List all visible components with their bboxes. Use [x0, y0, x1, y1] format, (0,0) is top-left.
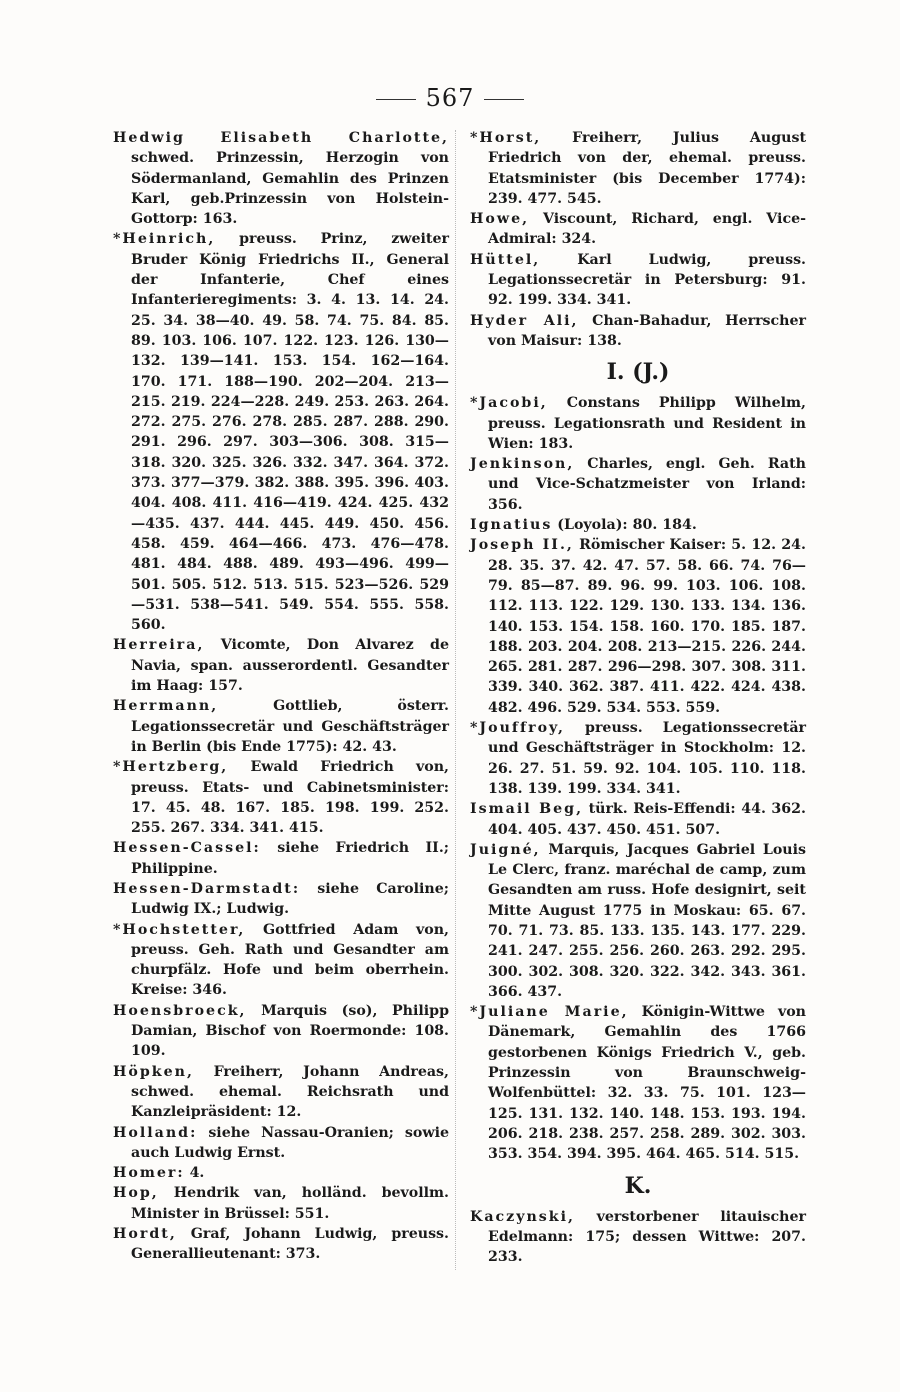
entry-name: *Horst, [470, 130, 542, 146]
entry-name: Homer: [113, 1165, 185, 1182]
entry-name: Jenkinson, [470, 456, 575, 473]
entry-text: Hendrik van, holländ. bevollm. Minister in Brüssel: 551. [131, 1185, 449, 1222]
index-entry [113, 696, 449, 757]
column-divider [455, 130, 456, 1270]
entry-text: siehe Nassau-Oranien; sowie auch Ludwig Ernst. [131, 1124, 449, 1161]
entry-name: *Jacobi, [470, 395, 548, 412]
header-rule-left [376, 99, 416, 100]
index-entry [113, 1183, 449, 1224]
entry-name: Hessen-Cassel: [113, 840, 261, 857]
index-entry [470, 840, 806, 1002]
entry-name: Hyder Ali, [470, 312, 579, 329]
index-entry [113, 1062, 449, 1123]
entry-name: Hessen-Darmstadt: [113, 880, 301, 897]
index-entry [113, 1224, 449, 1265]
entry-text: verstorbener litauischer Edelmann: 175; dessen Wittwe: 207. 233. [488, 1208, 806, 1266]
index-entry [113, 920, 449, 1001]
entry-name: *Hochstetter, [113, 921, 246, 938]
page-number: 567 [425, 84, 475, 112]
entry-text: siehe Caroline; Ludwig IX.; Ludwig. [131, 880, 449, 918]
entry-text: Ewald Friedrich von, preuss. Etats- und Cabinetsminister: 17. 45. 48. 167. 185. 198. 199. 252. 255. 267. 334. 341. 415. [131, 759, 449, 837]
entry-name: Holland: [113, 1124, 198, 1141]
entry-text: Freiherr, Julius August Friedrich von der, ehemal. preuss. Etatsminister (bis December 1774): 239. 477. 545. [488, 130, 806, 207]
entry-text: Constans Philipp Wilhelm, preuss. Legationsrath und Resident in Wien: 183. [488, 395, 806, 452]
index-entry [113, 1163, 449, 1183]
entry-name: Hedwig Elisabeth Charlotte, [113, 130, 449, 146]
entry-text: Römischer Kaiser: 5. 12. 24. 28. 35. 37. 42. 47. 57. 58. 66. 74. 76—79. 85—87. 89. 96. 99. 103. 106. 108. 112. 113. 122. 129. 130. 133. 134. 136. 140. 153. 154. 158. 160. 170. 185. 187. 188. 203. 204. 208. 213—215. 226. 244. 265. 281. 287. 296—298. 307. 308. 311. 339. 340. 362. 387. 411. 422. 424. 438. 482. 496. 529. 534. 553. 559. [488, 537, 806, 716]
right-column [470, 128, 806, 1267]
index-entry [113, 128, 449, 229]
index-entry [470, 535, 806, 718]
index-entry [470, 128, 806, 209]
entry-name: *Jouffroy, [470, 720, 565, 737]
index-entry [470, 718, 806, 799]
index-entry [113, 1001, 449, 1062]
entry-name: Howe, [470, 211, 530, 228]
index-entry [113, 229, 449, 635]
index-entry [470, 209, 806, 250]
left-column [113, 128, 449, 1265]
entry-name: *Hertzberg, [113, 759, 229, 776]
index-entry [470, 799, 806, 840]
index-entry [113, 879, 449, 920]
page-header [0, 84, 900, 112]
right-column-i-entries [470, 393, 806, 1164]
entry-text: Viscount, Richard, engl. Vice-Admiral: 324. [488, 211, 806, 248]
index-entry [470, 393, 806, 454]
index-entry [470, 515, 806, 535]
entry-name: Höpken, [113, 1063, 194, 1080]
entry-name: Ismail Beg, [470, 801, 584, 818]
index-entry [470, 1002, 806, 1164]
index-entry [113, 1123, 449, 1164]
entry-text: preuss. Prinz, zweiter Bruder König Friedrichs II., General der Infanterie, Chef eines Infanterieregiments: 3. 4. 13. 14. 24. 25. 34. 38—40. 49. 58. 74. 75. 84. 85. 89. 103. 106. 107. 122. 123. 126. 130—132. 139—141. 153. 154. 162—164. 170. 171. 188—190. 202—204. 213—215. 219. 224—228. 249. 253. 263. 264. 272. 275. 276. 278. 285. 287. 288. 290. 291. 296. 297. 303—306. 308. 315—318. 320. 325. 326. 332. 347. 364. 372. 373. 377—379. 382. 388. 395. 396. 403. 404. 408. 411. 416—419. 424. 425. 432—435. 437. 444. 445. 449. 450. 456. 458. 459. 464—466. 473. 476—478. 481. 484. 488. 489. 493—496. 499—501. 505. 512. 513. 515. 523—526. 529—531. 538—541. 549. 554. 555. 558. 560. [131, 231, 449, 634]
section-heading-i: I. (J.) [606, 359, 670, 386]
entry-name: *Juliane Marie, [470, 1004, 629, 1021]
entry-name: Hüttel, [470, 251, 541, 268]
entry-text: 4. [184, 1165, 205, 1182]
index-entry [470, 311, 806, 352]
right-column-h-entries [470, 128, 806, 351]
right-column-k-entries [470, 1207, 806, 1268]
entry-text: Vicomte, Don Alvarez de Navia, span. ausserordentl. Gesandter im Haag: 157. [131, 637, 449, 695]
index-entry [470, 250, 806, 311]
index-entry [113, 838, 449, 879]
entry-text: schwed. Prinzessin, Herzogin von Södermanland, Gemahlin des Prinzen Karl, geb.Prinzessin von Holstein-Gottorp: 163. [131, 150, 449, 228]
entry-text: türk. Reis-Effendi: 44. 362. 404. 405. 437. 450. 451. 507. [488, 801, 806, 838]
entry-name: Herreira, [113, 637, 205, 654]
entry-text: Königin-Wittwe von Dänemark, Gemahlin des 1766 gestorbenen Königs Friedrich V., geb. Prinzessin von Braunschweig-Wolfenbüttel: 32. 33. 75. 101. 123—125. 131. 132. 140. 148. 153. 193. 194. 206. 218. 238. 257. 258. 289. 302. 303. 353. 354. 394. 395. 464. 465. 514. 515. [488, 1004, 806, 1163]
entry-name: Juigné, [470, 841, 541, 858]
entry-text: Charles, engl. Geh. Rath und Vice-Schatzmeister von Irland: 356. [488, 456, 806, 513]
entry-name: Hoensbroeck, [113, 1002, 247, 1019]
entry-text: Gottlieb, österr. Legationssecretär und Geschäftsträger in Berlin (bis Ende 1775): 42. 43. [131, 698, 449, 755]
entry-name: Joseph II., [470, 537, 574, 554]
entry-name: Kaczynski, [470, 1208, 575, 1225]
entry-name: Hop, [113, 1185, 159, 1202]
entry-text: Gottfried Adam von, preuss. Geh. Rath und Gesandter am churpfälz. Hofe und beim oberrhein. Kreise: 346. [131, 921, 449, 999]
entry-text: Karl Ludwig, preuss. Legationssecretär in Petersburg: 91. 92. 199. 334. 341. [488, 251, 806, 309]
entry-text: siehe Friedrich II.; Philippine. [131, 840, 449, 877]
entry-name: *Heinrich, [113, 231, 216, 248]
entry-text: (Loyola): 80. 184. [552, 517, 697, 534]
entry-name: Ignatius [470, 517, 553, 534]
entry-name: Hordt, [113, 1226, 177, 1243]
entry-text: Marquis (so), Philipp Damian, Bischof von Roermonde: 108. 109. [131, 1002, 449, 1060]
entry-text: Marquis, Jacques Gabriel Louis Le Clerc, franz. maréchal de camp, zum Gesandten am russ. Hofe designirt, seit Mitte August 1775 in Moskau: 65. 67. 70. 71. 73. 85. 133. 135. 143. 177. 229. 241. 247. 255. 256. 260. 263. 292. 295. 300. 302. 308. 320. 322. 342. 343. 361. 366. 437. [488, 841, 806, 1000]
index-entry [113, 635, 449, 696]
index-entry [470, 1207, 806, 1268]
entry-text: Freiherr, Johann Andreas, schwed. ehemal. Reichsrath und Kanzleipräsident: 12. [131, 1063, 449, 1121]
index-entry [470, 454, 806, 515]
index-entry [113, 757, 449, 838]
entry-name: Herrmann, [113, 698, 219, 715]
entry-text: Chan-Bahadur, Herrscher von Maisur: 138. [488, 312, 806, 349]
header-rule-right [484, 99, 524, 100]
entry-text: preuss. Legationssecretär und Geschäftsträger in Stockholm: 12. 26. 27. 51. 59. 92. 104. 105. 110. 118. 138. 139. 199. 334. 341. [488, 720, 806, 797]
entry-text: Graf, Johann Ludwig, preuss. Generallieutenant: 373. [131, 1226, 449, 1263]
section-heading-k: K. [624, 1172, 652, 1199]
